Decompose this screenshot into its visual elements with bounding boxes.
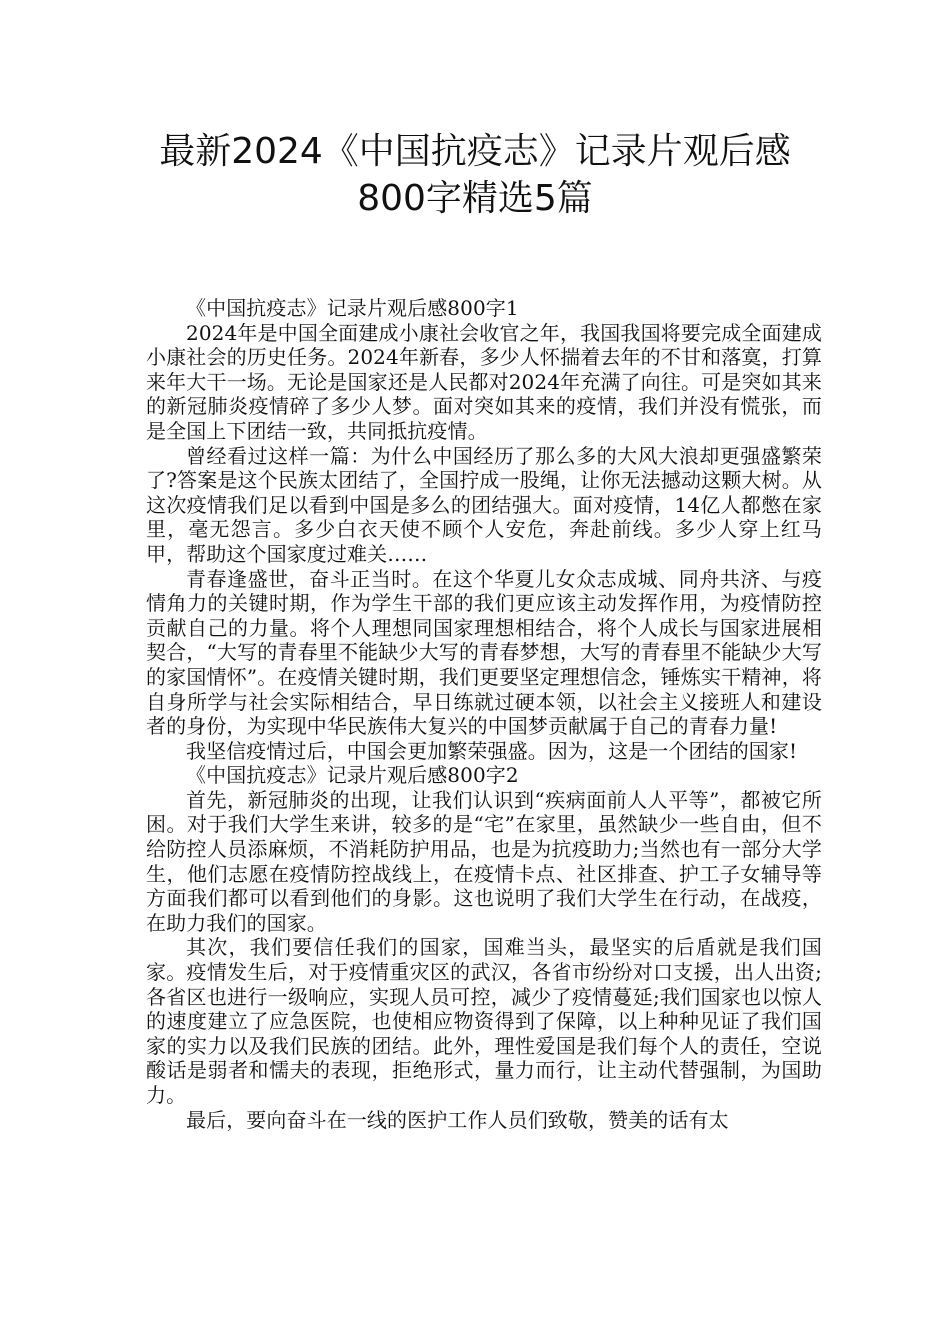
essay-1-heading: 《中国抗疫志》记录片观后感800字1 [186,296,519,320]
document-body [146,296,822,1132]
title-line-2: 800字精选5篇 [357,178,593,219]
paragraph: 青春逢盛世，奋斗正当时。在这个华夏儿女众志成城、同舟共济、与疫情角力的关键时期，作为学生干部的我们更应该主动发挥作用，为疫情防控贡献自己的力量。将个人理想同国家理想相结合，将个人成长与国家进展相契合，“大写的青春里不能缺少大写的青春梦想，大写的青春里不能缺少大写的家国情怀”。在疫情关键时期，我们更要坚定理想信念，锤炼实干精神，将自身所学与社会实际相结合，早日练就过硬本领，以社会主义接班人和建设者的身份，为实现中华民族伟大复兴的中国梦贡献属于自己的青春力量! [146,566,822,739]
document-title [0,128,950,222]
paragraph: 我坚信疫情过后，中国会更加繁荣强盛。因为，这是一个团结的国家! [186,738,798,763]
paragraph: 首先，新冠肺炎的出现，让我们认识到“疾病面前人人平等”，都被它所困。对于我们大学生来讲，较多的是“宅”在家里，虽然缺少一些自由，但不给防控人员添麻烦，不消耗防护用品，也是为抗疫助力;当然也有一部分大学生，他们志愿在疫情防控战线上，在疫情卡点、社区排查、护工子女辅导等方面我们都可以看到他们的身影。这也说明了我们大学生在行动，在战疫，在助力我们的国家。 [146,787,822,935]
paragraph: 2024年是中国全面建成小康社会收官之年，我国我国将要完成全面建成小康社会的历史任务。2024年新春，多少人怀揣着去年的不甘和落寞，打算来年大干一场。无论是国家还是人民都对2024年充满了向往。可是突如其来的新冠肺炎疫情碎了多少人梦。面对突如其来的疫情，我们并没有慌张，而是全国上下团结一致，共同抵抗疫情。 [146,320,822,443]
paragraph: 其次，我们要信任我们的国家，国难当头，最坚实的后盾就是我们国家。疫情发生后，对于疫情重灾区的武汉，各省市纷纷对口支援，出人出资;各省区也进行一级响应，实现人员可控，减少了疫情蔓延;我们国家也以惊人的速度建立了应急医院，也使相应物资得到了保障，以上种种见证了我们国家的实力以及我们民族的团结。此外，理性爱国是我们每个人的责任，空说酸话是弱者和懦夫的表现，拒绝形式，量力而行，让主动代替强制，为国助力。 [146,935,822,1107]
paragraph: 曾经看过这样一篇：为什么中国经历了那么多的大风大浪却更强盛繁荣了?答案是这个民族太团结了，全国拧成一股绳，让你无法撼动这颗大树。从这次疫情我们足以看到中国是多么的团结强大。面对疫情，14亿人都憋在家里，毫无怨言。多少白衣天使不顾个人安危，奔赴前线。多少人穿上红马甲，帮助这个国家度过难关…… [146,443,822,566]
title-line-1: 最新2024《中国抗疫志》记录片观后感 [159,131,791,172]
paragraph: 最后，要向奋斗在一线的医护工作人员们致敬，赞美的话有太 [186,1107,729,1132]
essay-2-heading: 《中国抗疫志》记录片观后感800字2 [186,763,519,788]
